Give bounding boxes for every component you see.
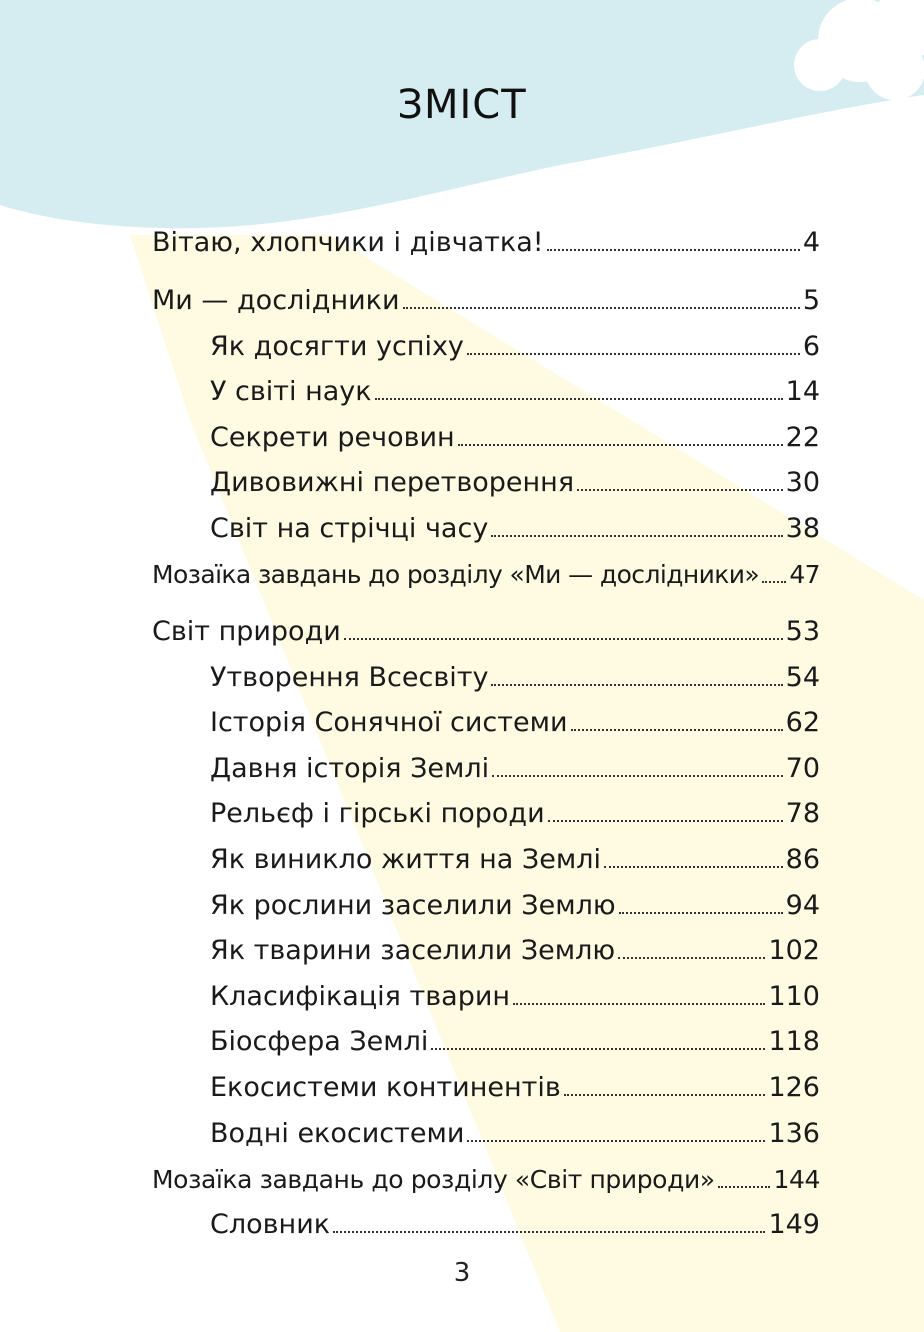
dot-leader [403,307,800,309]
toc-entry[interactable] [152,558,820,592]
toc-entry[interactable] [210,752,820,786]
toc-entry-page: 118 [768,1026,820,1057]
toc-entry-page: 54 [785,662,820,693]
toc-entry-title: Як тварини заселили Землю [210,935,616,966]
dot-leader [491,535,782,537]
toc-entry-page: 94 [785,890,820,921]
toc-entry-title: Давня історія Землі [210,753,490,784]
toc-entry-page: 136 [768,1118,820,1149]
toc-entry-page: 70 [785,753,820,784]
toc-entry-page: 102 [768,935,820,966]
toc-entry-title: Словник [210,1209,331,1240]
dot-leader [718,1186,771,1188]
dot-leader [375,398,783,400]
dot-leader [458,444,783,446]
toc-entry-title: Як рослини заселили Землю [210,890,616,921]
dot-leader [431,1048,765,1050]
toc-entry[interactable] [210,512,820,546]
toc-entry-title: Секрети речовин [210,422,455,453]
toc-entry-page: 14 [785,376,820,407]
toc-entry-title: Класифікація тварин [210,981,511,1012]
toc-entry[interactable] [210,375,820,409]
toc-entry-page: 144 [773,1165,820,1194]
toc-entry[interactable] [210,706,820,740]
toc-entry-title: У світі наук [210,376,372,407]
dot-leader [491,684,782,686]
dot-leader [548,820,783,822]
toc-entry[interactable] [210,934,820,968]
dot-leader [619,912,783,914]
toc-entry[interactable] [152,226,820,260]
dot-leader [333,1231,765,1233]
dot-leader [618,957,765,959]
toc-entry[interactable] [210,1117,820,1151]
toc-entry[interactable] [152,284,820,318]
dot-leader [604,866,783,868]
toc-entry-page: 62 [785,707,820,738]
toc-entry[interactable] [210,330,820,364]
toc-entry[interactable] [210,1071,820,1105]
dot-leader [577,489,783,491]
toc-entry-title: Екосистеми континентів [210,1072,561,1103]
toc-entry-title: Як виникло життя на Землі [210,844,601,875]
toc-entry-page: 149 [768,1209,820,1240]
toc-entry-title: Рельєф і гірські породи [210,798,545,829]
toc-entry-title: Мозаїка завдань до розділу «Ми — дослідники» [152,560,760,589]
toc-entry-title: Світ на стрічці часу [210,513,489,544]
toc-entry-page: 22 [785,422,820,453]
toc-entry-page: 5 [802,285,820,316]
dot-leader [467,1140,765,1142]
page-number: 3 [453,1258,471,1288]
toc-entry-page: 30 [785,467,820,498]
dot-leader [762,581,786,583]
toc-entry-title: Водні екосистеми [210,1118,465,1149]
toc-entry[interactable] [210,843,820,877]
toc-entry[interactable] [210,661,820,695]
toc-entry-title: Історія Сонячної системи [210,707,568,738]
toc-entry-page: 4 [802,227,820,258]
toc-entry-title: Біосфера Землі [210,1026,429,1057]
toc-entry-page: 53 [785,616,820,647]
toc-entry-title: Як досягти успіху [210,331,464,362]
toc-entry-title: Дивовижні перетворення [210,467,575,498]
toc-entry[interactable] [210,1025,820,1059]
toc-entry-title: Світ природи [152,616,341,647]
toc-entry[interactable] [210,889,820,923]
toc-entry-title: Вітаю, хлопчики і дівчатка! [152,227,544,258]
toc-entry-title: Утворення Всесвіту [210,662,489,693]
dot-leader [344,638,783,640]
dot-leader [513,1003,765,1005]
toc-entry[interactable] [210,797,820,831]
toc-entry[interactable] [210,466,820,500]
toc-entry[interactable] [210,980,820,1014]
toc-entry-page: 47 [789,560,820,589]
toc-entry[interactable] [210,1208,820,1242]
toc-entry[interactable] [152,1163,820,1197]
dot-leader [564,1094,766,1096]
page-title: ЗМІСТ [397,82,527,128]
toc-entry[interactable] [210,421,820,455]
toc-entry-page: 6 [802,331,820,362]
dot-leader [492,775,783,777]
dot-leader [547,249,800,251]
toc-entry-page: 38 [785,513,820,544]
toc-entry-page: 86 [785,844,820,875]
toc-entry-title: Мозаїка завдань до розділу «Світ природи» [152,1165,715,1194]
dot-leader [467,353,800,355]
toc-entry-page: 126 [768,1072,820,1103]
dot-leader [571,729,783,731]
toc-entry-page: 78 [785,798,820,829]
toc-entry-title: Ми — дослідники [152,285,400,316]
toc-entry-page: 110 [768,981,820,1012]
toc-entry[interactable] [152,615,820,649]
